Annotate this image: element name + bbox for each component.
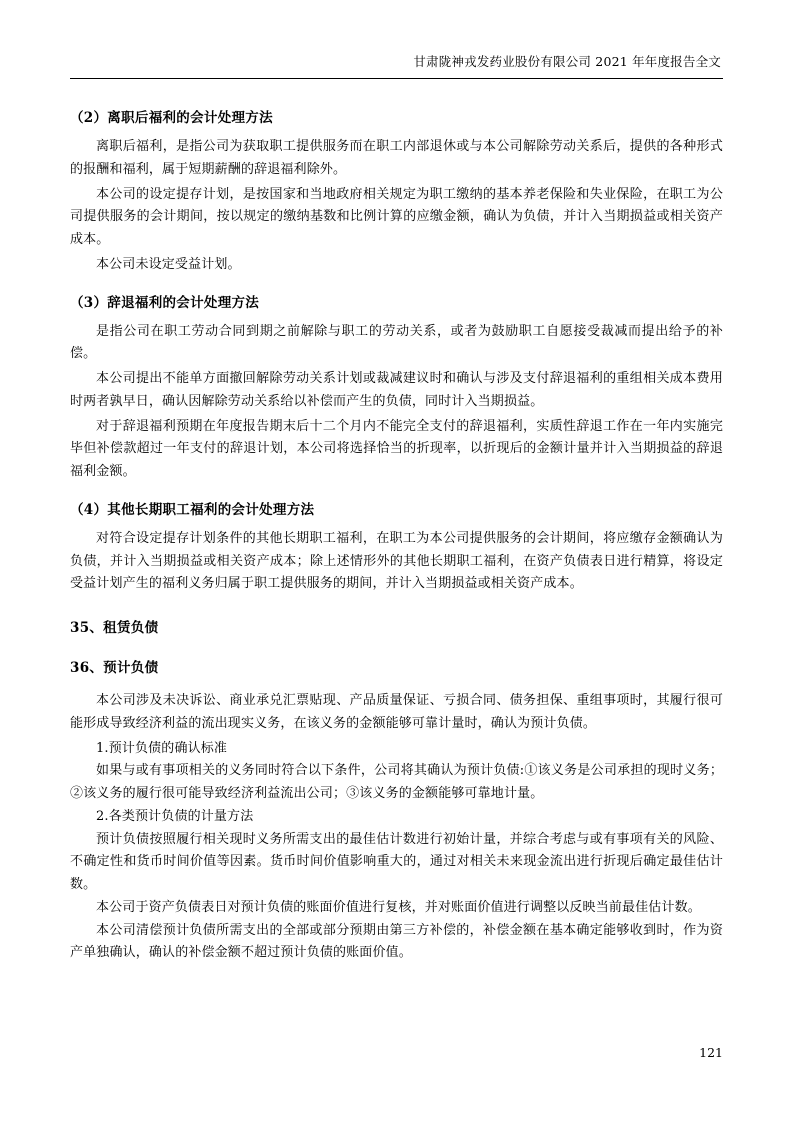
paragraph: 本公司清偿预计负债所需支出的全部或部分预期由第三方补偿的，补偿金额在基本确定能够收到时，作为资产单独确认，确认的补偿金额不超过预计负债的账面价值。 xyxy=(70,922,723,961)
page-header: 甘肃陇神戎发药业股份有限公司 2021 年年度报告全文 xyxy=(413,54,721,69)
paragraph: 本公司未设定受益计划。 xyxy=(96,256,241,272)
paragraph: 对于辞退福利预期在年度报告期末后十二个月内不能完全支付的辞退福利，实质性辞退工作在一年内实施完毕但补偿款超过一年支付的辞退计划，本公司将选择恰当的折现率，以折现后的金额计量并计入当期损益的辞退福利金额。 xyxy=(70,418,723,479)
paragraph: 如果与或有事项相关的义务同时符合以下条件，公司将其确认为预计负债:①该义务是公司承担的现时义务；②该义务的履行很可能导致经济利益流出公司；③该义务的金额能够可靠地计量。 xyxy=(70,763,723,801)
paragraph: 离职后福利，是指公司为获取职工提供服务而在职工内部退休或与本公司解除劳动关系后，提供的各种形式的报酬和福利，属于短期薪酬的辞退福利除外。 xyxy=(70,139,723,177)
section-heading: （2）离职后福利的会计处理方法 xyxy=(70,110,273,126)
numbered-section-heading: 35、租赁负债 xyxy=(70,620,159,636)
section-heading: （3）辞退福利的会计处理方法 xyxy=(70,294,260,311)
paragraph: 1.预计负债的确认标准 xyxy=(96,740,228,756)
page-number: 121 xyxy=(699,1045,723,1060)
paragraph: 对符合设定提存计划条件的其他长期职工福利，在职工为本公司提供服务的会计期间，将应缴存金额确认为负债，并计入当期损益或相关资产成本；除上述情形外的其他长期职工福利，在资产负债表日进行精算，将设定受益计划产生的福利义务归属于职工提供服务的期间，并计入当期损益或相关资产成本。 xyxy=(70,530,723,592)
paragraph: 是指公司在职工劳动合同到期之前解除与职工的劳动关系，或者为鼓励职工自愿接受裁减而提出给予的补偿。 xyxy=(70,323,723,362)
paragraph: 预计负债按照履行相关现时义务所需支出的最佳估计数进行初始计量，并综合考虑与或有事项有关的风险、不确定性和货币时间价值等因素。货币时间价值影响重大的，通过对相关未来现金流出进行折现后确定最佳估计数。 xyxy=(70,831,723,892)
paragraph: 本公司提出不能单方面撤回解除劳动关系计划或裁减建议时和确认与涉及支付辞退福利的重组相关成本费用时两者孰早日，确认因解除劳动关系给以补偿而产生的负债，同时计入当期损益。 xyxy=(70,371,723,409)
numbered-section-heading: 36、预计负债 xyxy=(70,660,159,676)
section-heading: （4）其他长期职工福利的会计处理方法 xyxy=(70,501,315,518)
paragraph: 本公司的设定提存计划，是按国家和当地政府相关规定为职工缴纳的基本养老保险和失业保险，在职工为公司提供服务的会计期间，按以规定的缴纳基数和比例计算的应缴金额，确认为负债，并计入当期损益或相关资产成本。 xyxy=(70,186,723,247)
paragraph: 本公司于资产负债表日对预计负债的账面价值进行复核，并对账面价值进行调整以反映当前最佳估计数。 xyxy=(96,899,701,915)
page-content xyxy=(70,92,723,965)
header-divider xyxy=(70,78,723,79)
paragraph: 本公司涉及未决诉讼、商业承兑汇票贴现、产品质量保证、亏损合同、债务担保、重组事项时，其履行很可能形成导致经济利益的流出现实义务，在该义务的金额能够可靠计量时，确认为预计负债。 xyxy=(70,693,723,731)
paragraph: 2.各类预计负债的计量方法 xyxy=(96,808,254,824)
